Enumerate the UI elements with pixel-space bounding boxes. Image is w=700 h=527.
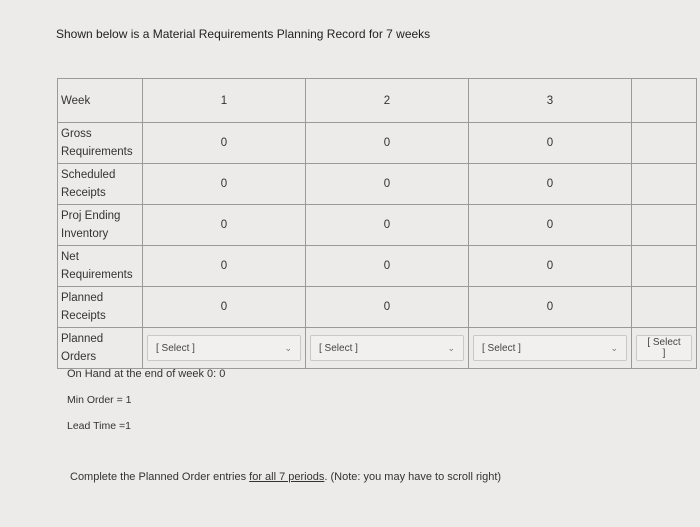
value-cell: 0: [306, 123, 469, 164]
table-row: [58, 287, 697, 328]
value-cell: 0: [143, 205, 306, 246]
page-title: Shown below is a Material Requirements Planning Record for 7 weeks: [56, 27, 431, 41]
note-suffix: . (Note: you may have to scroll right): [324, 471, 502, 483]
select-value: [ Select ]: [156, 342, 195, 354]
value-cell: 0: [306, 164, 469, 205]
on-hand-text: On Hand at the end of week 0: 0: [67, 368, 226, 380]
row-label: Proj Ending Inventory: [58, 205, 143, 246]
instruction-note: [70, 471, 501, 483]
week-cell: 3: [469, 79, 632, 123]
value-cell: 0: [143, 287, 306, 328]
value-cell: 0: [469, 164, 632, 205]
row-label: Net Requirements: [58, 246, 143, 287]
chevron-down-icon: ⌄: [284, 342, 292, 353]
value-cell: 0: [306, 205, 469, 246]
value-cell: [632, 287, 697, 328]
value-cell: 0: [143, 123, 306, 164]
value-cell: 0: [469, 123, 632, 164]
value-cell: 0: [469, 287, 632, 328]
value-cell: 0: [306, 246, 469, 287]
value-cell: 0: [469, 205, 632, 246]
table-row: [58, 123, 697, 164]
planned-order-select-week-4[interactable]: [636, 335, 692, 361]
planned-orders-row: [58, 328, 697, 369]
chevron-down-icon: ⌄: [610, 342, 618, 353]
week-cell: 1: [143, 79, 306, 123]
planned-order-select-week-2[interactable]: [310, 335, 464, 361]
week-cell: 2: [306, 79, 469, 123]
select-value: [ Select ]: [482, 342, 521, 354]
row-label: Gross Requirements: [58, 123, 143, 164]
planned-order-select-week-3[interactable]: [473, 335, 627, 361]
week-row: [58, 79, 697, 123]
value-cell: 0: [143, 246, 306, 287]
row-label: Scheduled Receipts: [58, 164, 143, 205]
min-order-text: Min Order = 1: [67, 394, 132, 406]
value-cell: 0: [306, 287, 469, 328]
note-prefix: Complete the Planned Order entries: [70, 471, 250, 483]
mrp-table: [57, 78, 697, 369]
row-label: Planned Orders: [58, 328, 143, 369]
row-label: Planned Receipts: [58, 287, 143, 328]
week-cell: [632, 79, 697, 123]
row-label: Week: [58, 79, 143, 123]
value-cell: [632, 164, 697, 205]
table-row: [58, 205, 697, 246]
note-emphasis: for all 7 periods: [249, 471, 325, 483]
value-cell: 0: [143, 164, 306, 205]
select-value: [ Select ]: [647, 337, 681, 359]
value-cell: [632, 123, 697, 164]
value-cell: [632, 246, 697, 287]
table-row: [58, 164, 697, 205]
value-cell: 0: [469, 246, 632, 287]
select-value: [ Select ]: [319, 342, 358, 354]
lead-time-text: Lead Time =1: [67, 420, 131, 432]
value-cell: [632, 205, 697, 246]
chevron-down-icon: ⌄: [447, 342, 455, 353]
table-row: [58, 246, 697, 287]
planned-order-select-week-1[interactable]: [147, 335, 301, 361]
